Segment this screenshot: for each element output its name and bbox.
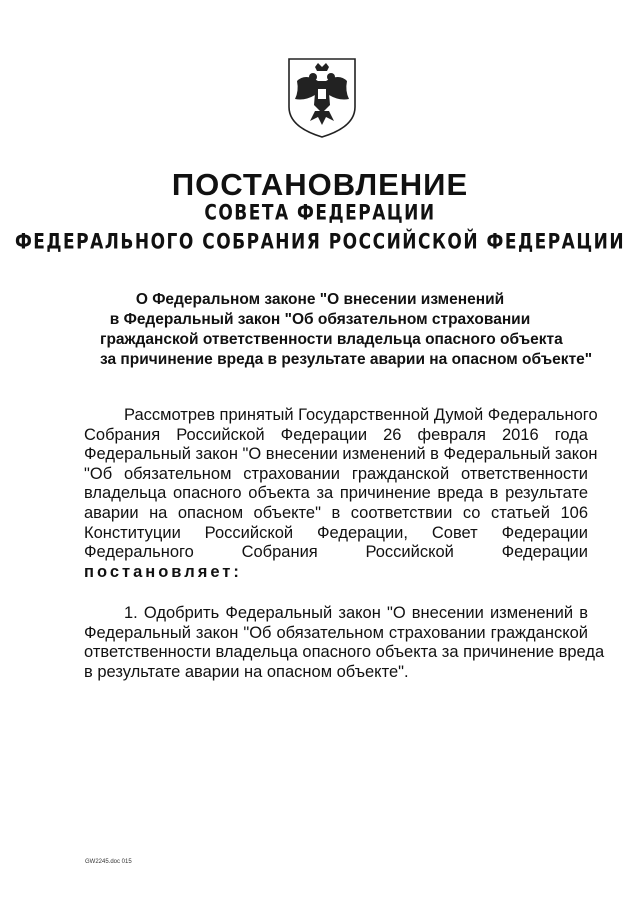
- text-line: Рассмотрев принятый Государственной Думой Федерального: [124, 406, 598, 424]
- coat-of-arms-icon: [285, 55, 359, 139]
- text-line: в результате аварии на опасном объекте".: [84, 662, 409, 681]
- resolution-item-1: [84, 604, 605, 682]
- page-subtitle-assembly: ФЕДЕРАЛЬНОГО СОБРАНИЯ РОССИЙСКОЙ ФЕДЕРАЦИИ: [14, 229, 626, 255]
- text-line: Федеральный закон "О внесении изменений в Федеральный закон: [84, 445, 598, 464]
- text-line: Федеральный закон "Об обязательном страховании гражданской: [84, 623, 588, 642]
- preamble-paragraph: [84, 406, 598, 582]
- heading-line: О Федеральном законе "О внесении изменений: [135, 291, 505, 308]
- heading-line: в Федеральный закон "Об обязательном страховании: [109, 311, 531, 328]
- page-subtitle-council: СОВЕТА ФЕДЕРАЦИИ: [204, 200, 436, 226]
- text-line: "Об обязательном страховании гражданской ответственности: [84, 464, 588, 483]
- text-line: Конституции Российской Федерации, Совет Федерации: [84, 523, 588, 542]
- text-line: аварии на опасном объекте" в соответствии со статьей 106: [84, 503, 588, 522]
- document-heading: [100, 290, 593, 370]
- heading-line: за причинение вреда в результате аварии на опасном объекте": [100, 351, 593, 368]
- text-line: владельца опасного объекта за причинение вреда в результате: [84, 484, 588, 503]
- document-file-reference: GW2245.doc 015: [85, 859, 132, 865]
- text-line: Федерального Собрания Российской Федерации: [84, 543, 588, 562]
- resolves-verb: постановляет:: [84, 562, 242, 581]
- heading-line: гражданской ответственности владельца опасного объекта: [100, 331, 563, 348]
- page-title: ПОСТАНОВЛЕНИЕ: [171, 167, 469, 202]
- text-line: Собрания Российской Федерации 26 февраля 2016 года: [84, 425, 588, 444]
- text-line: 1. Одобрить Федеральный закон "О внесении изменений в: [124, 604, 588, 622]
- text-line: ответственности владельца опасного объекта за причинение вреда: [84, 643, 605, 662]
